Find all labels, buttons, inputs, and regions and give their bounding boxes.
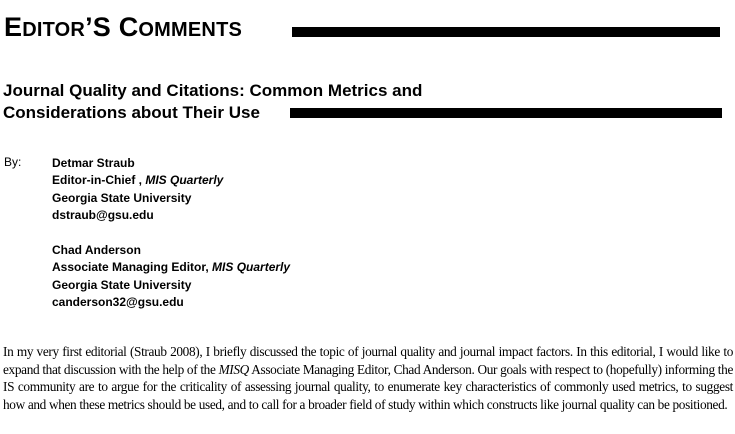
author-name: Detmar Straub [52,156,135,170]
author-affiliation: Georgia State University [52,190,192,205]
heading-rule [292,27,720,37]
section-heading-rest-2: OMMENTS [138,19,243,41]
section-heading-initial-1: E [4,12,23,42]
section-heading [4,12,242,43]
author-block [52,242,290,311]
body-text-part-1: In my very first editorial (Straub 2008), I briefly discussed the topic of journal quality and journal impact factors. In this editorial, I would like to expand that discussion with the help of the [3,344,733,377]
author-role [52,172,223,189]
article-title-line-2: Considerations about Their Use [3,103,260,122]
author-role-journal: MIS Quarterly [145,173,224,188]
author-role-title: Editor-in-Chief , [52,173,146,188]
body-paragraph [3,343,733,413]
byline-label: By: [4,155,22,169]
section-heading-initial-2: C [118,12,139,42]
author-role-journal: MIS Quarterly [212,260,291,275]
article-title-line-1: Journal Quality and Citations: Common Metrics and [3,81,423,100]
body-text-part-2: Associate Managing Editor, Chad Anderson. Our goals with respect to (hopefully) informing the IS community are to argue for the criticality of assessing journal quality, to enumerate key characteristics of commonly used metrics, to suggest how and when these metrics should be used, and to call for a broader field of study within which constructs like journal quality can be positioned. [3,361,733,412]
author-email: canderson32@gsu.edu [52,294,184,309]
author-affiliation: Georgia State University [52,277,192,292]
section-heading-rest-1: DITOR [22,19,86,41]
title-rule [290,108,722,118]
author-role-title: Associate Managing Editor, [52,260,213,275]
author-role [52,259,290,276]
author-block [52,155,223,224]
author-name: Chad Anderson [52,243,141,257]
author-email: dstraub@gsu.edu [52,207,154,222]
section-heading-apostrophe: ’S [85,12,119,42]
body-text-journal: MISQ [218,361,249,377]
